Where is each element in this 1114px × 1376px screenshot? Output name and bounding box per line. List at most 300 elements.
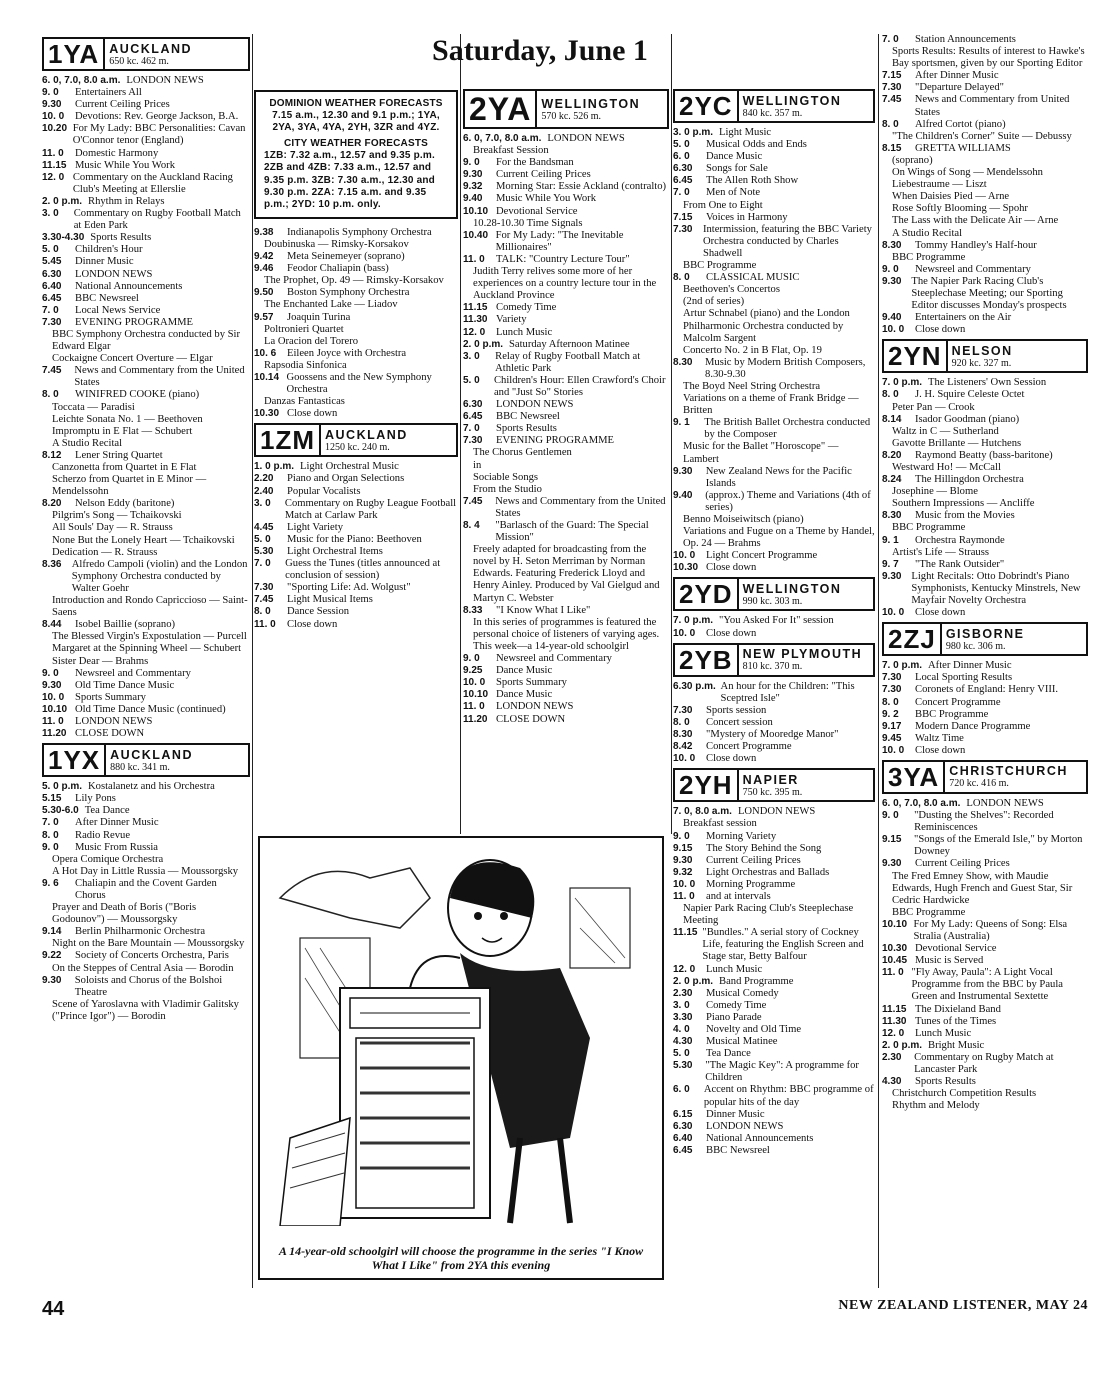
programme-title: The Boyd Neel String Orchestra [683,380,821,392]
programme-title: Danzas Fantasticas [264,396,345,408]
programme-time: 8.14 [882,413,902,425]
programme-title: LONDON NEWS [496,701,574,713]
programme-entry [673,753,875,765]
programme-entry [254,582,458,594]
station-code: 1YX [44,745,106,775]
programme-entry [463,145,669,157]
programme-time: 8.44 [42,619,62,631]
programme-time: 11.15 [882,1003,907,1015]
programme-title: Dance Music [706,151,763,163]
programme-entry [254,263,458,275]
programme-title: CLOSE DOWN [496,713,566,725]
programme-entry [673,381,875,393]
programme-time: 12. 0 [463,326,486,338]
programme-entry [882,1040,1088,1052]
programme-title: BBC Programme [892,522,966,534]
programme-title: BBC Programme [892,906,966,918]
programme-entry [882,324,1088,336]
programme-time: 8. 0 [42,829,59,841]
programme-title: in [473,459,482,471]
programme-title: The Prophet, Op. 49 — Rimsky-Korsakov [264,275,444,287]
programme-entry [42,196,250,208]
programme-title: Alfred Cortot (piano) [915,118,1006,130]
programme-title: Dedication — R. Strauss [52,546,158,558]
station-code: 2ZJ [884,624,942,654]
programme-time: 4.45 [254,521,274,533]
station-header-1ya [42,37,250,71]
programme-title: Local Sporting Results [915,672,1013,684]
programme-title: Tea Dance [84,805,130,817]
programme-entry [882,131,1088,143]
programme-time: 9. 0 [882,263,899,275]
programme-entry [254,299,458,311]
programme-title: Close down [287,618,338,630]
programme-entry [882,155,1088,167]
programme-title: Cockaigne Concert Overture — Elgar [52,353,213,365]
programme-entry [463,653,669,665]
programme-list-2yb [673,681,875,766]
programme-title: The Fred Emney Show, with Maudie Edwards, Hugh French and Guest Star, Sir Cedric Hardwicke [892,870,1073,906]
station-city: AUCKLAND [109,41,193,56]
programme-time: 11. 0 [882,967,904,979]
programme-time: 11. 0 [42,147,64,159]
programme-title: Men of Note [706,187,761,199]
programme-title: Accent on Rhythm: BBC programme of popular hits of the day [703,1084,874,1108]
programme-entry [254,606,458,618]
programme-time: 10. 0 [673,878,696,890]
programme-title: Entertainers on the Air [915,312,1012,324]
programme-title: Voices in Harmony [706,211,788,223]
programme-title: All Souls' Day — R. Strauss [52,522,173,534]
programme-entry [882,871,1088,907]
programme-entry [882,46,1088,70]
programme-title: New Zealand News for the Pacific Islands [705,465,852,489]
programme-time: 9.40 [882,312,902,324]
programme-list-2yh [673,806,875,1157]
programme-title: Music While You Work [75,159,175,171]
programme-time: 8.20 [42,498,62,510]
programme-entry [882,1076,1088,1088]
programme-time: 9. 6 [42,877,59,889]
programme-entry [882,94,1088,118]
programme-time: 5.30-6.0 [42,805,79,817]
station-frequency: 720 kc. 416 m. [949,778,1009,790]
programme-entry [673,988,875,1000]
station-city: AUCKLAND [325,427,408,442]
programme-title: Current Ceiling Prices [706,854,801,866]
programme-title: A Studio Recital [892,227,963,239]
programme-entry [42,631,250,643]
programme-title: Sports Results [915,1076,976,1088]
programme-title: The Enchanted Lake — Liadov [264,299,398,311]
programme-title: Morning Variety [706,830,777,842]
programme-title: Devotions: Rev. George Jackson, B.A. [75,111,239,123]
programme-title: GRETTA WILLIAMS [915,142,1011,154]
programme-entry [463,327,669,339]
programme-time: 8. 0 [673,716,690,728]
programme-time: 7. 0 [42,817,59,829]
programme-title: Radio Revue [75,829,131,841]
programme-time: 8.36 [42,558,62,570]
programme-time: 8.30 [673,729,693,741]
station-city: NELSON [951,343,1013,358]
programme-title: Variations and Fugue on a Theme by Handel, Op. 24 — Brahms [683,526,875,550]
programme-title: Beethoven's Concertos [683,284,780,296]
programme-title: Intermission, featuring the BBC Variety Orchestra conducted by Charles Shadwell [702,223,872,259]
programme-title: Commentary on Rugby Match at Lancaster Park [914,1051,1054,1076]
programme-title: Close down [915,324,966,336]
programme-entry [463,689,669,701]
programme-title: BBC Newsreel [496,411,560,423]
programme-title: Songs for Sale [706,163,768,175]
programme-time: 8. 0 [42,389,59,401]
programme-title: Entertainers All [75,87,142,99]
programme-time: 9. 0 [463,157,480,169]
programme-title: Scherzo from Quartet in E Minor — Mendelssohn [52,474,207,498]
programme-title: Current Ceiling Prices [75,99,170,111]
programme-time: 9. 1 [882,534,899,546]
programme-entry [42,498,250,510]
programme-title: LONDON NEWS [126,75,204,86]
programme-title: BBC Symphony Orchestra conducted by Sir Edward Elgar [52,328,241,353]
programme-entry [882,143,1088,155]
programme-title: BBC Programme [915,708,989,720]
programme-title: (soprano) [892,154,933,166]
programme-title: EVENING PROGRAMME [75,316,194,328]
programme-entry [673,224,875,260]
programme-time: 10. 0 [463,677,486,689]
programme-time: 7.45 [463,495,483,507]
programme-entry [882,377,1088,389]
programme-entry [673,308,875,344]
programme-time: 10. 6 [254,347,277,359]
station-header-2yc [673,89,875,123]
programme-time: 6.45 [42,292,62,304]
programme-title: Saturday Afternoon Matinee [509,338,630,350]
programme-entry [463,206,669,218]
programme-title: Comedy Time [496,302,557,314]
station-code: 2YN [884,341,948,371]
station-code: 2YB [675,645,739,675]
programme-title: The Blessed Virgin's Expostulation — Purcell [52,631,247,643]
programme-title: Waltz Time [915,732,964,744]
programme-title: Tunes of the Times [915,1015,997,1027]
programme-title: Sports Results: Results of interest to Hawke's Bay sportsmen, given by our Sporting Editor [892,46,1085,70]
programme-entry [882,834,1088,858]
programme-entry [463,484,669,496]
programme-title: An hour for the Children: "This Sceptred Isle" [720,680,855,704]
programme-title: The British Ballet Orchestra conducted by the Composer [704,417,871,441]
programme-time: 2. 0 p.m. [882,1039,923,1051]
station-city: CHRISTCHURCH [949,764,1068,779]
programme-title: Music from the Movies [915,510,1015,522]
programme-title: Prayer and Death of Boris ("Boris Godounov") — Moussorgsky [52,902,197,926]
page-headline: Saturday, June 1 [432,34,648,67]
programme-title: Sociable Songs [473,471,539,483]
programme-title: Westward Ho! — McCall [892,462,1001,473]
programme-entry [463,472,669,484]
programme-time: 3. 0 [254,497,271,509]
station-header-1zm [254,423,458,457]
programme-entry [463,496,669,520]
programme-time: 6.40 [42,280,62,292]
programme-time: 4. 0 [673,1024,690,1035]
programme-title: J. H. Squire Celeste Octet [915,389,1025,401]
programme-title: LONDON NEWS [496,399,574,411]
programme-list-2yd [673,615,875,639]
programme-time: 9.45 [882,732,902,744]
programme-title: Freely adapted for broadcasting from the novel by H. Seton Merriman by Norman Edwards. Featuring Frederick Lloyd and Henry Ainley. Produced by Val Gielgud and Martyn C. Webster [473,544,660,604]
programme-title: Peter Pan — Crook [892,401,975,413]
programme-entry [882,462,1088,474]
station-city: WELLINGTON [541,96,641,111]
programme-entry [42,256,250,268]
programme-time: 10.30 [673,562,699,574]
programme-title: From One to Eight [683,199,763,211]
column-5 [882,34,1088,1112]
programme-time: 3. 0 [463,350,480,362]
programme-title: Old Time Dance Music (continued) [75,703,226,715]
programme-entry [42,402,250,414]
column-rule [671,34,672,834]
programme-entry [882,733,1088,745]
programme-entry [42,389,250,401]
programme-entry [673,1036,875,1048]
programme-title: Southern Impressions — Ancliffe [892,498,1035,510]
programme-entry [254,558,458,582]
programme-time: 8.33 [463,604,483,616]
programme-entry [42,999,250,1023]
programme-title: Pilgrim's Song — Tchaikovski [52,510,182,522]
programme-entry [882,510,1088,522]
programme-title: Music for the Piano: Beethoven [287,533,422,545]
programme-entry [42,950,250,962]
programme-time: 9.30 [882,275,902,287]
programme-title: Musical Comedy [706,987,779,999]
programme-title: Devotional Service [496,205,578,217]
programme-time: 7. 0 p.m. [882,377,923,389]
programme-title: After Dinner Music [75,817,159,829]
programme-time: 8. 0 [882,696,899,708]
programme-title: Judith Terry relives some more of her experiences on a country lecture tour in the Auckland Province [473,266,657,302]
programme-title: Close down [915,744,966,756]
programme-title: Music While You Work [496,193,596,205]
programme-entry [673,1109,875,1121]
programme-title: National Announcements [706,1132,814,1144]
station-header-2yh [673,768,875,802]
programme-entry [42,805,250,817]
illustration-box [258,836,664,1280]
programme-entry [673,163,875,175]
programme-entry [42,208,250,232]
station-code: 2YH [675,770,739,800]
programme-entry [42,232,250,244]
programme-entry [673,1048,875,1060]
programme-title: "Songs of the Emerald Isle," by Morton Downey [914,834,1083,858]
programme-entry [882,1004,1088,1016]
programme-time: 6.30 [42,268,62,280]
programme-entry [882,70,1088,82]
programme-entry [673,806,875,818]
programme-entry [42,305,250,317]
programme-entry [254,275,458,287]
column-2 [254,86,458,631]
programme-title: Waltz in C — Sutherland [892,425,999,437]
weather-forecast-box [254,90,458,219]
programme-time: 9.30 [882,858,902,870]
programme-entry [463,302,669,314]
programme-entry [673,466,875,490]
programme-entry [882,1100,1088,1112]
programme-entry [254,360,458,372]
programme-title: Music for the Ballet "Horoscope" — Lambert [683,441,839,465]
programme-time: 9. 7 [882,558,899,570]
programme-title: Joaquin Turina [287,311,351,323]
programme-title: Isobel Baillie (soprano) [75,619,176,631]
programme-time: 7.45 [882,94,902,106]
programme-title: Commentary on the Auckland Racing Club's Meeting at Ellerslie [72,171,233,195]
programme-time: 7. 0 [882,34,899,45]
programme-title: Variety [496,314,527,326]
programme-time: 3. 0 p.m. [673,127,714,138]
programme-entry [673,1084,875,1108]
programme-entry [42,462,250,474]
programme-time: 2.40 [254,485,274,497]
programme-entry [42,716,250,728]
programme-entry [673,345,875,357]
programme-entry [673,127,875,139]
programme-time: 9.32 [673,866,693,878]
programme-entry [42,781,250,793]
programme-title: Liebestraume — Liszt [892,179,987,191]
programme-entry [673,175,875,187]
weather-times: 7.15 a.m., 12.30 and 9.1 p.m.; 1YA, 2YA, 3YA, 4YA, 2YH, 3ZR and 4YZ. [272,110,440,134]
programme-entry [673,628,875,640]
programme-entry [882,215,1088,227]
programme-time: 5. 0 [42,244,59,256]
programme-title: Local News Service [75,304,161,316]
programme-title: Breakfast Session [473,145,549,157]
programme-title: Goossens and the New Symphony Orchestra [286,371,432,396]
station-header-2yd [673,577,875,611]
programme-entry [42,619,250,631]
programme-title: Margaret at the Spinning Wheel — Schubert [52,643,242,655]
programme-title: Light Orchestral Items [287,546,383,557]
programme-title: Boston Symphony Orchestra [287,287,410,299]
programme-entry [42,793,250,805]
programme-time: 8.12 [42,449,62,461]
programme-entry [42,438,250,450]
programme-entry [882,414,1088,426]
programme-title: "You Asked For It" session [719,615,834,627]
programme-time: 9. 2 [882,708,899,720]
programme-entry [463,133,669,145]
programme-time: 5. 0 [463,374,480,386]
programme-entry [254,324,458,336]
programme-time: 5. 0 [673,1048,690,1060]
programme-time: 8. 0 [673,272,690,284]
programme-entry [882,34,1088,46]
programme-entry [882,203,1088,215]
programme-title: "I Know What I Like" [496,604,591,616]
station-city: GISBORNE [945,626,1025,641]
station-frequency: 570 kc. 526 m. [541,110,602,122]
programme-time: 6.30 [673,1120,693,1132]
programme-title: News and Commentary from the United States [74,365,245,389]
programme-entry [673,1024,875,1036]
programme-time: 11.20 [463,713,488,725]
programme-title: (approx.) Theme and Variations (4th of series) [705,489,871,513]
programme-time: 9.32 [463,181,483,193]
programme-time: 8.24 [882,474,902,486]
programme-title: BBC Programme [892,251,966,263]
programme-time: 9.30 [42,974,62,986]
programme-list-1yx [42,781,250,1023]
programme-time: 2.30 [882,1051,902,1063]
programme-title: Music by Modern British Composers, 8.30-9.30 [705,356,866,380]
programme-entry [42,866,250,878]
programme-entry [42,281,250,293]
programme-entry [882,1088,1088,1100]
programme-title: On Wings of Song — Mendelssohn [892,167,1043,179]
programme-time: 10.20 [42,123,68,135]
station-header-1yx [42,743,250,777]
programme-entry [42,426,250,438]
programme-entry [463,423,669,435]
programme-time: 9.15 [673,842,693,854]
programme-title: BBC Programme [683,260,757,272]
programme-time: 9.30 [882,570,902,582]
programme-title: Lunch Music [496,326,553,338]
programme-title: Light Music [719,127,772,138]
station-frequency: 810 kc. 370 m. [742,661,803,673]
programme-time: 9.25 [463,665,483,677]
programme-time: 2. 0 p.m. [673,975,714,987]
station-frequency: 880 kc. 341 m. [110,761,170,773]
programme-entry [463,617,669,653]
programme-time: 7. 0 p.m. [882,660,923,672]
programme-time: 11.15 [673,927,698,939]
programme-time: 6. 0, 7.0, 8.0 a.m. [463,133,542,144]
programme-entry [42,854,250,866]
programme-time: 7.30 [673,223,693,235]
programme-entry [254,461,458,473]
programme-entry [463,157,669,169]
programme-title: Rose Softly Blooming — Spohr [892,203,1028,215]
station-city: NAPIER [742,772,799,787]
programme-time: 8. 0 [882,389,899,401]
programme-title: Coronets of England: Henry VIII. [915,684,1059,696]
programme-time: 7.30 [882,82,902,94]
programme-title: Rhythm and Melody [892,1100,980,1112]
station-code: 2YD [675,579,739,609]
programme-title: "The Magic Key": A programme for Children [705,1060,859,1084]
programme-entry [42,656,250,668]
programme-title: Lunch Music [915,1027,972,1039]
programme-title: Close down [915,607,966,619]
programme-entry [42,148,250,160]
programme-list-1ya [42,75,250,740]
programme-time: 6. 0, 7.0, 8.0 a.m. [42,75,121,86]
programme-entry [882,264,1088,276]
programme-time: 7. 0 [673,187,690,199]
programme-time: 11.30 [463,314,488,326]
programme-entry [673,891,875,903]
programme-title: Indianapolis Symphony Orchestra [287,226,432,238]
programme-time: 8.30 [882,510,902,522]
programme-title: Morning Star: Essie Ackland (contralto) [496,181,667,193]
programme-title: Dance Session [287,606,350,618]
